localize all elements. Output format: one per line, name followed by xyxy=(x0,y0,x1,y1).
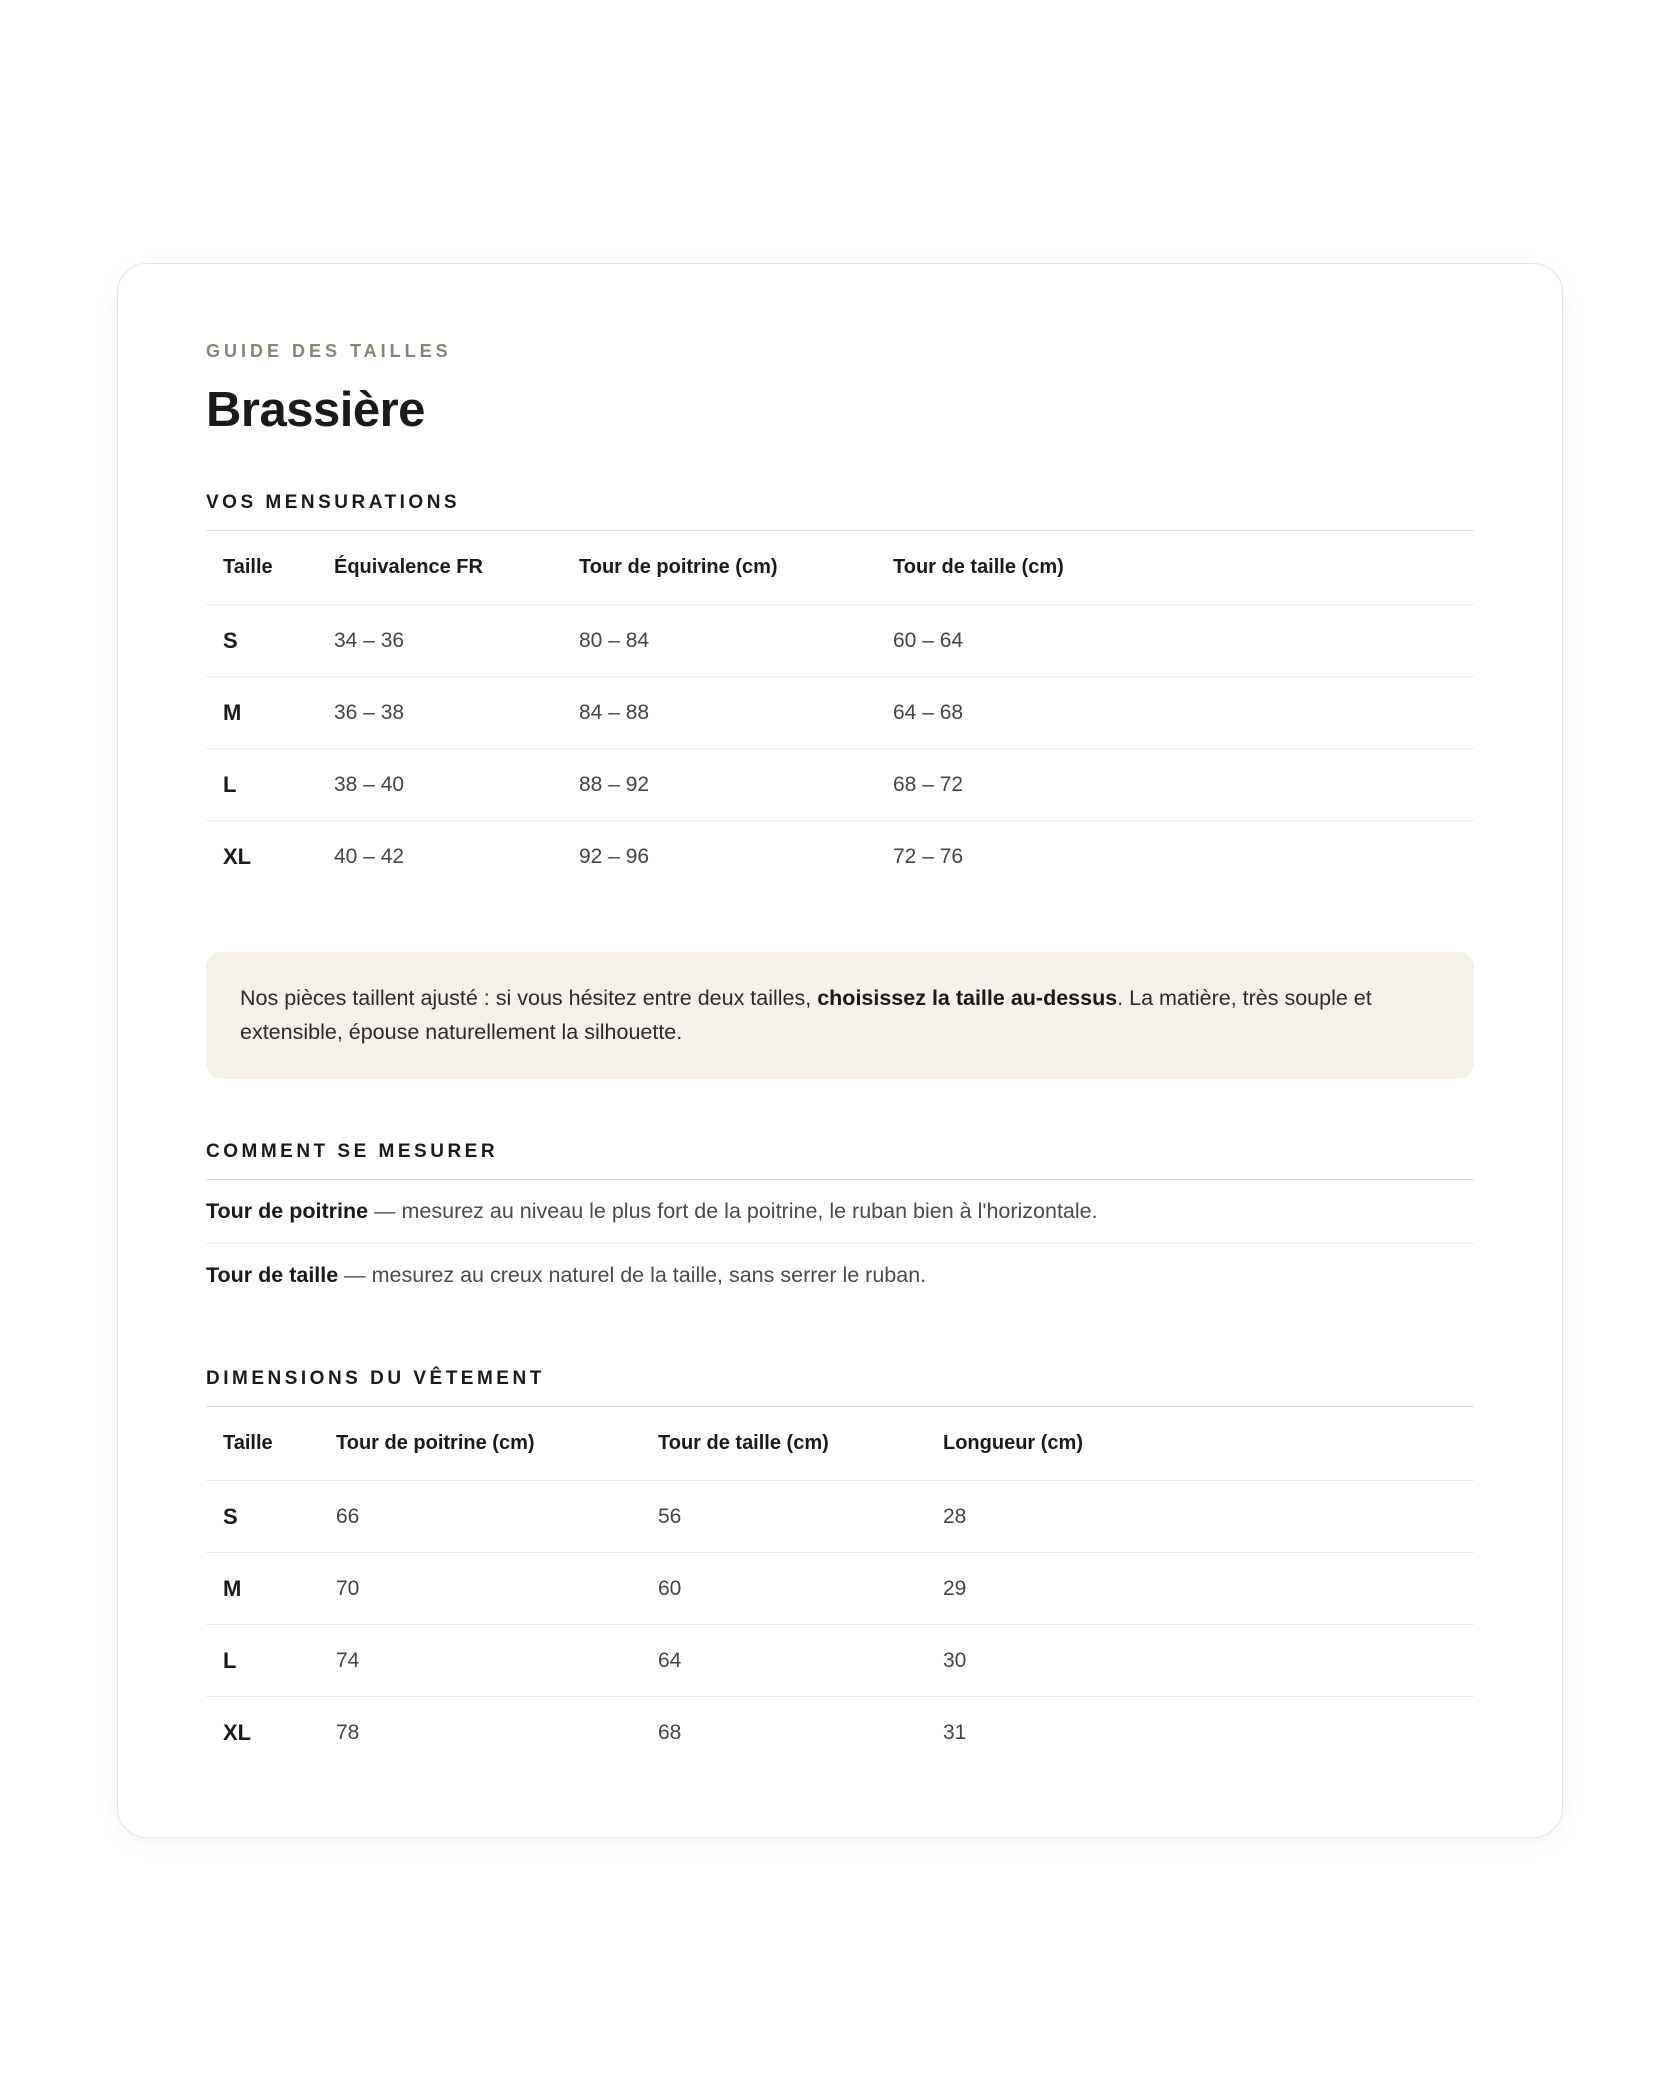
table-cell: 84 – 88 xyxy=(562,677,876,749)
table-row xyxy=(206,1481,1474,1553)
table-cell: 74 xyxy=(319,1625,641,1697)
table-cell: 31 xyxy=(943,1720,967,1744)
column-header: Longueur (cm) xyxy=(926,1407,1474,1481)
eyebrow-label: GUIDE DES TAILLES xyxy=(206,341,452,361)
table-cell: 60 xyxy=(641,1553,926,1625)
column-header: Tour de taille (cm) xyxy=(641,1407,926,1481)
column-header: Équivalence FR xyxy=(317,531,562,605)
table-row xyxy=(206,605,1474,677)
size-cell: S xyxy=(206,605,317,677)
list-item xyxy=(206,1244,1474,1307)
table-row xyxy=(206,1625,1474,1697)
table-cell: 64 xyxy=(641,1625,926,1697)
table-row xyxy=(206,677,1474,749)
size-guide-card xyxy=(117,263,1563,1838)
table-cell: 40 – 42 xyxy=(334,844,405,868)
fit-note xyxy=(206,952,1474,1079)
garment-table xyxy=(206,1407,1474,1768)
table-cell: 34 – 36 xyxy=(317,605,562,677)
howto-text: — mesurez au niveau le plus fort de la poitrine, le ruban bien à l'horizontale. xyxy=(368,1199,1098,1223)
table-header-row xyxy=(206,1407,1474,1481)
table-cell: 36 – 38 xyxy=(317,677,562,749)
table-cell: 30 xyxy=(926,1625,1474,1697)
table-row xyxy=(206,1697,1474,1769)
column-header: Tour de taille (cm) xyxy=(876,531,1474,605)
howto-term: Tour de poitrine xyxy=(206,1199,369,1223)
measurements-table xyxy=(206,531,1474,892)
size-cell: L xyxy=(206,749,317,821)
size-cell: M xyxy=(206,1553,319,1625)
measurements-heading: VOS MENSURATIONS xyxy=(206,491,1474,531)
table-cell: 78 xyxy=(336,1720,360,1744)
table-cell: 68 xyxy=(658,1720,682,1744)
column-header: Tour de poitrine (cm) xyxy=(319,1407,641,1481)
table-row xyxy=(206,821,1474,893)
size-cell: XL xyxy=(223,843,252,869)
column-header: Taille xyxy=(206,1407,319,1481)
table-cell: 80 – 84 xyxy=(562,605,876,677)
column-header: Taille xyxy=(206,531,317,605)
table-row xyxy=(206,1553,1474,1625)
table-cell: 92 – 96 xyxy=(579,844,650,868)
size-cell: XL xyxy=(223,1719,252,1745)
table-cell: 70 xyxy=(319,1553,641,1625)
size-cell: M xyxy=(206,677,317,749)
table-header-row xyxy=(206,531,1474,605)
table-cell: 56 xyxy=(641,1481,926,1553)
howto-term: Tour de taille xyxy=(206,1263,339,1287)
list-item xyxy=(206,1180,1474,1244)
table-cell: 88 – 92 xyxy=(562,749,876,821)
size-cell: L xyxy=(206,1625,319,1697)
column-header: Tour de poitrine (cm) xyxy=(562,531,876,605)
fit-note-text: Nos pièces taillent ajusté : si vous hésitez entre deux tailles, xyxy=(240,986,818,1010)
table-cell: 68 – 72 xyxy=(876,749,1474,821)
table-cell: 64 – 68 xyxy=(876,677,1474,749)
table-cell: 72 – 76 xyxy=(893,844,964,868)
table-cell: 60 – 64 xyxy=(876,605,1474,677)
size-cell: S xyxy=(206,1481,319,1553)
fit-note-emphasis: choisissez la taille au-dessus xyxy=(817,986,1118,1010)
table-cell: 29 xyxy=(926,1553,1474,1625)
table-row xyxy=(206,749,1474,821)
table-cell: 66 xyxy=(319,1481,641,1553)
howto-text: — mesurez au creux naturel de la taille, sans serrer le ruban. xyxy=(338,1263,927,1287)
howto-heading: COMMENT SE MESURER xyxy=(206,1140,1474,1180)
page-title: Brassière xyxy=(206,383,425,437)
fit-note-text-end: . La matière, très souple et extensible, épouse naturellement la silhouette. xyxy=(240,986,1372,1044)
howto-list xyxy=(206,1180,1474,1307)
garment-heading: DIMENSIONS DU VÊTEMENT xyxy=(206,1367,1474,1407)
table-cell: 38 – 40 xyxy=(317,749,562,821)
table-cell: 28 xyxy=(926,1481,1474,1553)
